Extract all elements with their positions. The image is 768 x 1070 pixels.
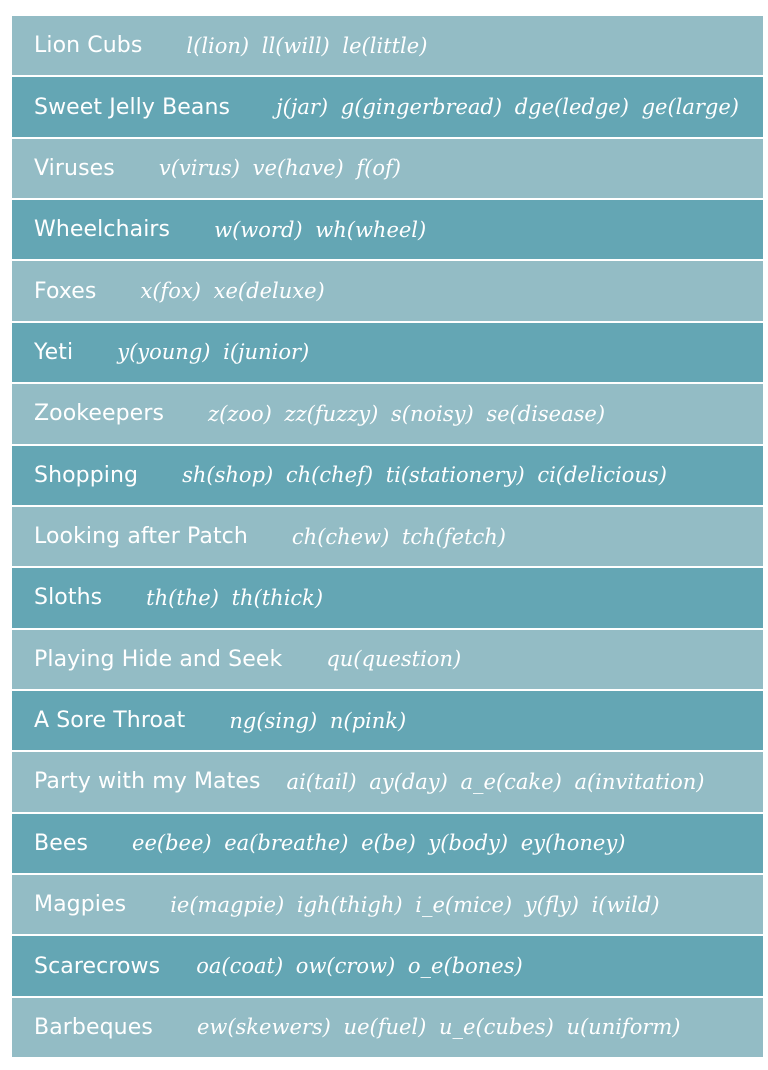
- row-sounds: y(young) i(junior): [117, 340, 310, 365]
- table-row: [12, 691, 763, 752]
- row-sounds: ai(tail) ay(day) a_e(cake) a(invitation): [286, 769, 705, 794]
- row-sounds: w(word) wh(wheel): [214, 217, 427, 242]
- row-sounds: oa(coat) ow(crow) o_e(bones): [196, 954, 523, 979]
- row-title: Bees: [34, 830, 89, 856]
- table-row: [12, 507, 763, 568]
- row-sounds: qu(question): [326, 647, 462, 672]
- table-row: [12, 568, 763, 629]
- row-title: Scarecrows: [34, 953, 161, 979]
- row-title: Lion Cubs: [34, 33, 143, 59]
- table-row: [12, 446, 763, 507]
- table-row: [12, 875, 763, 936]
- row-title: A Sore Throat: [34, 708, 186, 734]
- table-row: [12, 814, 763, 875]
- row-title: Foxes: [34, 278, 97, 304]
- table-row: [12, 630, 763, 691]
- row-sounds: z(zoo) zz(fuzzy) s(noisy) se(disease): [208, 401, 606, 426]
- row-title: Zookeepers: [34, 401, 165, 427]
- table-row: [12, 200, 763, 261]
- table-row: [12, 323, 763, 384]
- row-sounds: ee(bee) ea(breathe) e(be) y(body) ey(honey): [132, 831, 626, 856]
- row-title: Playing Hide and Seek: [34, 646, 283, 672]
- row-title: Shopping: [34, 462, 139, 488]
- row-sounds: ew(skewers) ue(fuel) u_e(cubes) u(uniform): [196, 1015, 681, 1040]
- row-sounds: l(lion) ll(will) le(little): [186, 33, 428, 58]
- row-title: Wheelchairs: [34, 217, 171, 243]
- row-title: Viruses: [34, 155, 115, 181]
- row-title: Yeti: [34, 339, 74, 365]
- row-title: Magpies: [34, 892, 127, 918]
- table-row: [12, 77, 763, 138]
- row-title: Sloths: [34, 585, 103, 611]
- table-row: [12, 261, 763, 322]
- row-title: Barbeques: [34, 1014, 153, 1040]
- table-row: [12, 936, 763, 997]
- row-sounds: ie(magpie) igh(thigh) i_e(mice) y(fly) i(wild): [170, 892, 660, 917]
- row-sounds: th(the) th(thick): [146, 585, 324, 610]
- table-row: [12, 998, 763, 1057]
- table-row: [12, 16, 763, 77]
- row-title: Party with my Mates: [34, 769, 261, 795]
- row-sounds: x(fox) xe(deluxe): [140, 279, 325, 304]
- table-row: [12, 384, 763, 445]
- row-sounds: v(virus) ve(have) f(of): [158, 156, 401, 181]
- row-sounds: sh(shop) ch(chef) ti(stationery) ci(delicious): [182, 463, 667, 488]
- table-row: [12, 139, 763, 200]
- row-title: Looking after Patch: [34, 524, 248, 550]
- table-row: [12, 752, 763, 813]
- row-sounds: ng(sing) n(pink): [229, 708, 407, 733]
- row-sounds: ch(chew) tch(fetch): [291, 524, 506, 549]
- phonics-table: [12, 16, 763, 1057]
- row-title: Sweet Jelly Beans: [34, 94, 231, 120]
- row-sounds: j(jar) g(gingerbread) dge(ledge) ge(large): [276, 95, 739, 120]
